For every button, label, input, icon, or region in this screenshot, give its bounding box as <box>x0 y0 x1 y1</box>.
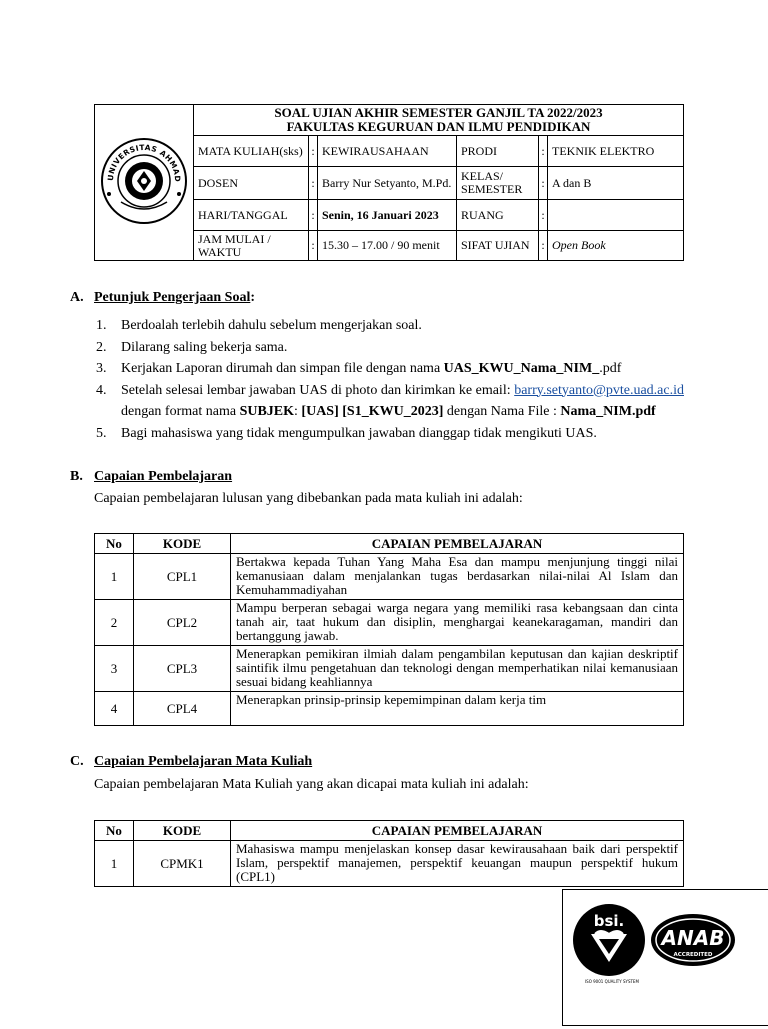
jam-waktu-value: 15.30 – 17.00 / 90 menit <box>318 231 457 261</box>
table-row: 1 CPMK1 Mahasiswa mampu menjelaskan konsep dasar kewirausahaan baik dari perspektif Islam, perspektif manajemen, perspektif keuangan maupun perspektif hukum (CPL1) <box>95 841 684 887</box>
list-item: 3. Kerjakan Laporan dirumah dan simpan file dengan nama UAS_KWU_Nama_NIM_.pdf <box>96 361 622 376</box>
ruang-value <box>548 200 684 231</box>
prodi-label: PRODI <box>457 136 539 167</box>
section-a-heading: A. Petunjuk Pengerjaan Soal: <box>70 290 256 305</box>
exam-title: SOAL UJIAN AKHIR SEMESTER GANJIL TA 2022/2023 FAKULTAS KEGURUAN DAN ILMU PENDIDIKAN <box>194 105 684 136</box>
mata-kuliah-label: MATA KULIAH(sks) <box>194 136 309 167</box>
mata-kuliah-value: KEWIRAUSAHAAN <box>318 136 457 167</box>
instruction-list <box>94 315 684 444</box>
svg-text:UNIVERSITAS AHMAD DAHLAN: UNIVERSITAS AHMAD <box>105 142 183 183</box>
exam-header-table: UNIVERSITAS AHMAD SOAL UJIAN AKHIR SEMESTER GANJIL TA 2022/2023 FAKULTAS KEGURUAN DAN ILMU PENDIDIKAN MATA KULIAH(sks) : KEWIRAUSAHAAN PRODI : TEKNIK ELEKTRO DOSEN : Barry Nur Setyanto, M.Pd. KELAS/ SEMESTER : A dan B HARI/TANGGAL : Senin, 16 Januari 2023 RUANG : JAM MULAI / WAKTU : 15.30 – 17.00 / 90 menit SIFAT UJIAN : Open Book <box>94 104 684 261</box>
hari-tanggal-value: Senin, 16 Januari 2023 <box>318 200 457 231</box>
sifat-ujian-label: SIFAT UJIAN <box>457 231 539 261</box>
dosen-label: DOSEN <box>194 167 309 200</box>
anab-accredited-icon <box>651 914 735 966</box>
kelas-label: KELAS/ SEMESTER <box>457 167 539 200</box>
cpl-table <box>94 533 684 726</box>
list-item: 5. Bagi mahasiswa yang tidak mengumpulkan jawaban dianggap tidak mengikuti UAS. <box>96 425 597 441</box>
table-row: 4 CPL4 Menerapkan prinsip-prinsip kepemimpinan dalam kerja tim <box>95 692 684 726</box>
section-c-intro: Capaian pembelajaran Mata Kuliah yang akan dicapai mata kuliah ini adalah: <box>94 777 529 792</box>
table-row: 1 CPL1 Bertakwa kepada Tuhan Yang Maha Esa dan mampu menjunjung tinggi nilai kemanusiaan dalam menjalankan tugas berdasarkan nilai-nilai Al Islam dan Kemuhammadiyahan <box>95 554 684 600</box>
section-b-heading: B. Capaian Pembelajaran <box>70 469 233 484</box>
section-c-heading: C. Capaian Pembelajaran Mata Kuliah <box>70 754 313 769</box>
table-row: 2 CPL2 Mampu berperan sebagai warga negara yang memiliki rasa kebangsaan dan cinta tanah air, taat hukum dan disiplin, menghargai keanekaragaman, mandiri dan bertanggung jawab. <box>95 600 684 646</box>
jam-waktu-label: JAM MULAI / WAKTU <box>194 231 309 261</box>
hari-tanggal-label: HARI/TANGGAL <box>194 200 309 231</box>
section-b-intro: Capaian pembelajaran lulusan yang dibebankan pada mata kuliah ini adalah: <box>94 491 523 506</box>
list-item: 2. Dilarang saling bekerja sama. <box>96 339 288 355</box>
svg-text:ANAB: ANAB <box>661 926 725 950</box>
ruang-label: RUANG <box>457 200 539 231</box>
kelas-value: A dan B <box>548 167 684 200</box>
svg-text:ACCREDITED: ACCREDITED <box>673 952 713 958</box>
certification-badges <box>562 889 768 1026</box>
university-seal-icon <box>99 136 189 226</box>
dosen-value: Barry Nur Setyanto, M.Pd. <box>318 167 457 200</box>
prodi-value: TEKNIK ELEKTRO <box>548 136 684 167</box>
table-header-row: No KODE CAPAIAN PEMBELAJARAN <box>95 821 684 841</box>
sifat-ujian-value: Open Book <box>548 231 684 261</box>
cpmk-table <box>94 820 684 887</box>
table-header-row: No KODE CAPAIAN PEMBELAJARAN <box>95 534 684 554</box>
bsi-anab-logo <box>563 890 768 1025</box>
email-link[interactable]: barry.setyanto@pvte.uad.ac.id <box>514 382 684 398</box>
list-item: 4. Setelah selesai lembar jawaban UAS di photo dan kirimkan ke email: barry.setyanto@pvte.uad.ac.id dengan format nama SUBJEK: [UAS] [S1_KWU_2023] dengan Nama File : Nama_NIM.pdf <box>96 382 684 419</box>
list-item: 1. Berdoalah terlebih dahulu sebelum mengerjakan soal. <box>96 318 422 333</box>
bsi-kitemark-icon <box>573 904 645 976</box>
table-row: 3 CPL3 Menerapkan pemikiran ilmiah dalam pengambilan keputusan dan kajian deskriptif saintifik ilmu pengetahuan dan teknologi dengan memperhatikan nilai kemanusiaan sesuai bidang keahliannya <box>95 646 684 692</box>
svg-text:bsi.: bsi. <box>593 912 625 930</box>
fine-print: ISO 9001 QUALITY SYSTEM <box>585 979 639 984</box>
university-logo-cell <box>95 105 194 261</box>
